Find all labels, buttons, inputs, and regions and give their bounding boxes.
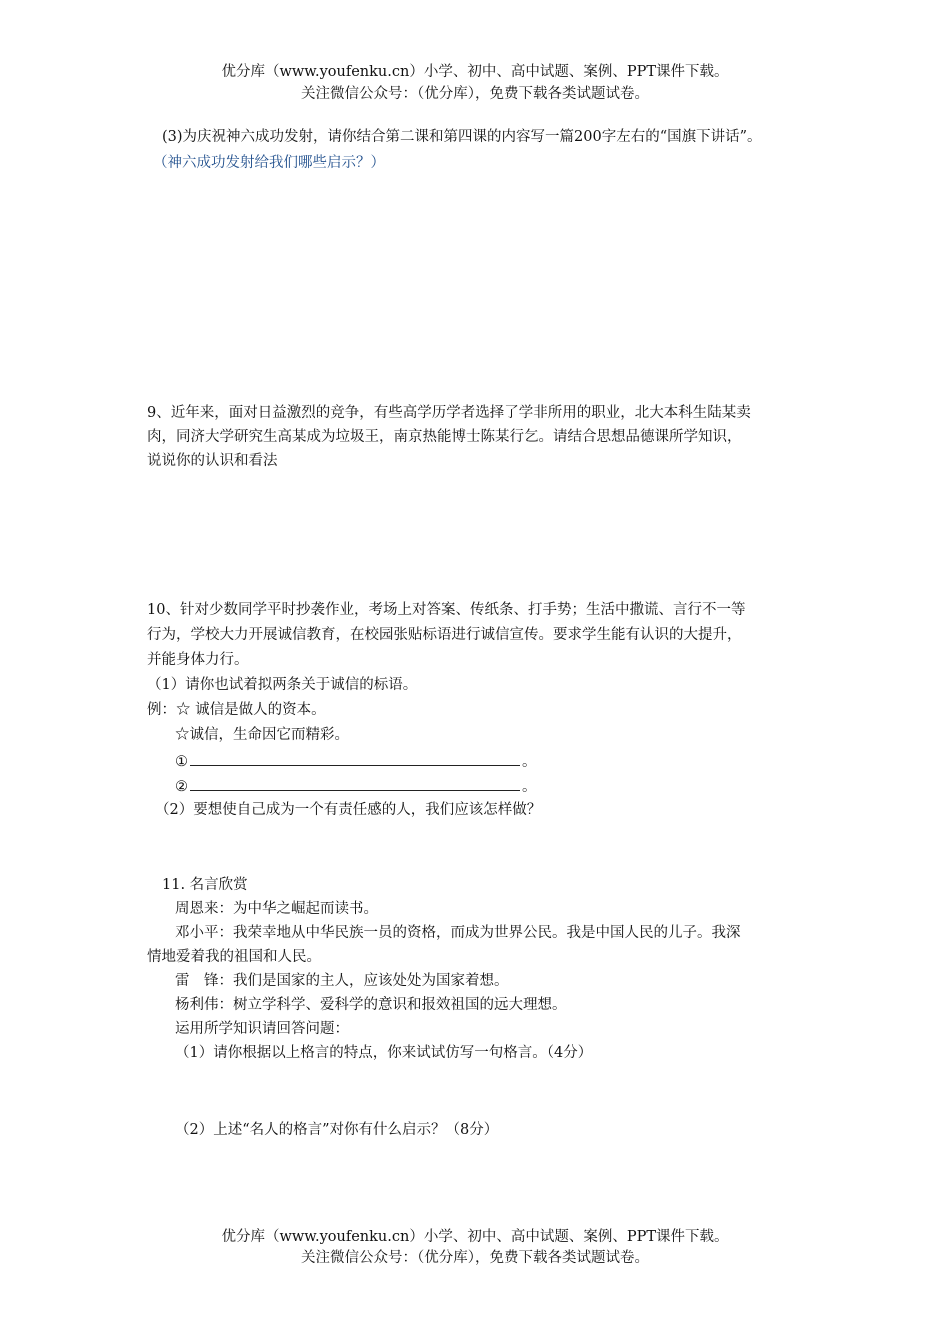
q10-example-2: ☆诚信，生命因它而精彩。: [175, 727, 349, 743]
q10-blank-row-2: [175, 777, 537, 796]
q11-part2: （2）上述“名人的格言”对你有什么启示？（8分）: [175, 1122, 499, 1138]
q10-line-1: 10、针对少数同学平时抄袭作业，考场上对答案、传纸条、打手势；生活中撒谎、言行不一等: [147, 602, 746, 618]
q10-part2: （2）要想使自己成为一个有责任感的人，我们应该怎样做？: [155, 802, 542, 818]
q11-title: 11. 名言欣赏: [162, 877, 248, 893]
answer-blank-2[interactable]: [190, 777, 520, 791]
q11-quote-3: 雷 锋：我们是国家的主人，应该处处为国家着想。: [175, 973, 509, 989]
q11-quote-2-line-1: 邓小平：我荣幸地从中华民族一员的资格，而成为世界公民。我是中国人民的儿子。我深: [175, 925, 741, 941]
q9-line-1: 9、近年来，面对日益激烈的竞争，有些高学历学者选择了学非所用的职业，北大本科生陆某卖: [147, 405, 751, 421]
blank-marker-1: ①: [175, 754, 188, 770]
q10-example-1: 例：☆ 诚信是做人的资本。: [147, 702, 326, 718]
q9-line-2: 肉，同济大学研究生高某成为垃圾王，南京热能博士陈某行乞。请结合思想品德课所学知识，: [147, 429, 742, 445]
footer-line-1: 优分库（www.youfenku.cn）小学、初中、高中试题、案例、PPT课件下载。: [221, 1229, 729, 1245]
q11-quote-1: 周恩来：为中华之崛起而读书。: [175, 901, 378, 917]
q9-line-3: 说说你的认识和看法: [147, 453, 278, 469]
q10-part1: （1）请你也试着拟两条关于诚信的标语。: [147, 677, 418, 693]
answer-blank-1[interactable]: [190, 752, 520, 766]
q10-blank-row-1: [175, 752, 537, 771]
blank-marker-2: ②: [175, 779, 188, 795]
blank-end-1: 。: [522, 754, 537, 770]
header-line-2: 关注微信公众号：（优分库），免费下载各类试题试卷。: [301, 86, 649, 102]
footer-line-2: 关注微信公众号：（优分库），免费下载各类试题试卷。: [301, 1250, 649, 1266]
q11-part1: （1）请你根据以上格言的特点，你来试试仿写一句格言。（4分）: [175, 1045, 593, 1061]
q8-part3-text: (3)为庆祝神六成功发射，请你结合第二课和第四课的内容写一篇200字左右的“国旗下讲话”。: [162, 129, 762, 145]
q11-quote-4: 杨利伟：树立学科学、爱科学的意识和报效祖国的远大理想。: [175, 997, 567, 1013]
q11-quote-2-line-2: 情地爱着我的祖国和人民。: [147, 949, 321, 965]
header-line-1: 优分库（www.youfenku.cn）小学、初中、高中试题、案例、PPT课件下载。: [221, 64, 729, 80]
q10-line-3: 并能身体力行。: [147, 652, 249, 668]
blank-end-2: 。: [522, 779, 537, 795]
q8-part3-hint: （神六成功发射给我们哪些启示？）: [153, 155, 385, 171]
q10-line-2: 行为，学校大力开展诚信教育，在校园张贴标语进行诚信宣传。要求学生能有认识的大提升，: [147, 627, 742, 643]
q11-instruction: 运用所学知识请回答问题：: [175, 1021, 349, 1037]
